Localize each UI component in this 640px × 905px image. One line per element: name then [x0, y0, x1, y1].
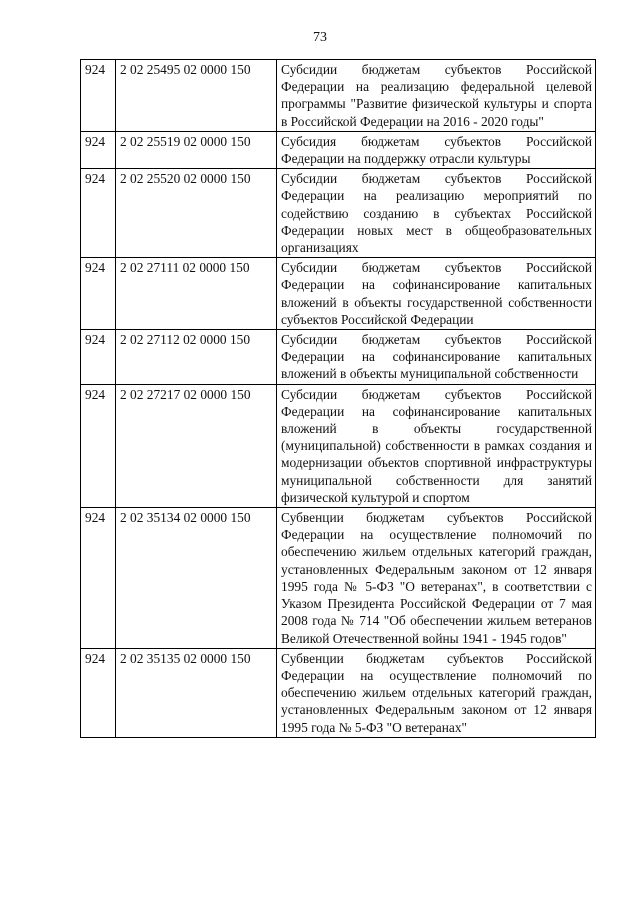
admin-code-cell: 924 — [81, 169, 116, 258]
table-row — [81, 169, 596, 258]
budget-code-cell: 2 02 25520 02 0000 150 — [116, 169, 277, 258]
income-name-cell: Субсидии бюджетам субъектов Российской Федерации на реализацию федеральной целевой программы "Развитие физической культуры и спорта в Российской Федерации на 2016 - 2020 годы" — [277, 60, 596, 132]
admin-code-cell: 924 — [81, 60, 116, 132]
table-row — [81, 258, 596, 330]
budget-code-cell: 2 02 25519 02 0000 150 — [116, 131, 277, 168]
table-row — [81, 384, 596, 507]
budget-code-cell: 2 02 27217 02 0000 150 — [116, 384, 277, 507]
admin-code-cell: 924 — [81, 258, 116, 330]
admin-code-cell: 924 — [81, 648, 116, 737]
income-name-cell: Субвенции бюджетам субъектов Российской Федерации на осуществление полномочий по обеспечению жильем отдельных категорий граждан, установленных Федеральным законом от 12 января 1995 года № 5-ФЗ "О ветеранах" — [277, 648, 596, 737]
budget-code-cell: 2 02 27112 02 0000 150 — [116, 330, 277, 385]
table-row — [81, 60, 596, 132]
table-row — [81, 508, 596, 649]
income-name-cell: Субсидия бюджетам субъектов Российской Федерации на поддержку отрасли культуры — [277, 131, 596, 168]
budget-code-cell: 2 02 35135 02 0000 150 — [116, 648, 277, 737]
budget-code-cell: 2 02 27111 02 0000 150 — [116, 258, 277, 330]
table-row — [81, 648, 596, 737]
budget-code-cell: 2 02 35134 02 0000 150 — [116, 508, 277, 649]
income-name-cell: Субсидии бюджетам субъектов Российской Федерации на реализацию мероприятий по содействию созданию в субъектах Российской Федерации новых мест в общеобразовательных организациях — [277, 169, 596, 258]
admin-code-cell: 924 — [81, 384, 116, 507]
income-name-cell: Субсидии бюджетам субъектов Российской Федерации на софинансирование капитальных вложений в объекты муниципальной собственности — [277, 330, 596, 385]
income-name-cell: Субсидии бюджетам субъектов Российской Федерации на софинансирование капитальных вложений в объекты государственной собственности субъектов Российской Федерации — [277, 258, 596, 330]
table-row — [81, 131, 596, 168]
income-name-cell: Субвенции бюджетам субъектов Российской Федерации на осуществление полномочий по обеспечению жильем отдельных категорий граждан, установленных Федеральным законом от 12 января 1995 года № 5-ФЗ "О ветеранах", в соответствии с Указом Президента Российской Федерации от 7 мая 2008 года № 714 "Об обеспечении жильем ветеранов Великой Отечественной войны 1941 - 1945 годов" — [277, 508, 596, 649]
table-row — [81, 330, 596, 385]
page-number: 73 — [313, 30, 327, 45]
admin-code-cell: 924 — [81, 508, 116, 649]
budget-classification-table — [80, 59, 596, 738]
income-name-cell: Субсидии бюджетам субъектов Российской Федерации на софинансирование капитальных вложений в объекты государственной (муниципальной) собственности в рамках создания и модернизации объектов спортивной инфраструктуры муниципальной собственности для занятий физической культурой и спортом — [277, 384, 596, 507]
admin-code-cell: 924 — [81, 131, 116, 168]
admin-code-cell: 924 — [81, 330, 116, 385]
budget-code-cell: 2 02 25495 02 0000 150 — [116, 60, 277, 132]
